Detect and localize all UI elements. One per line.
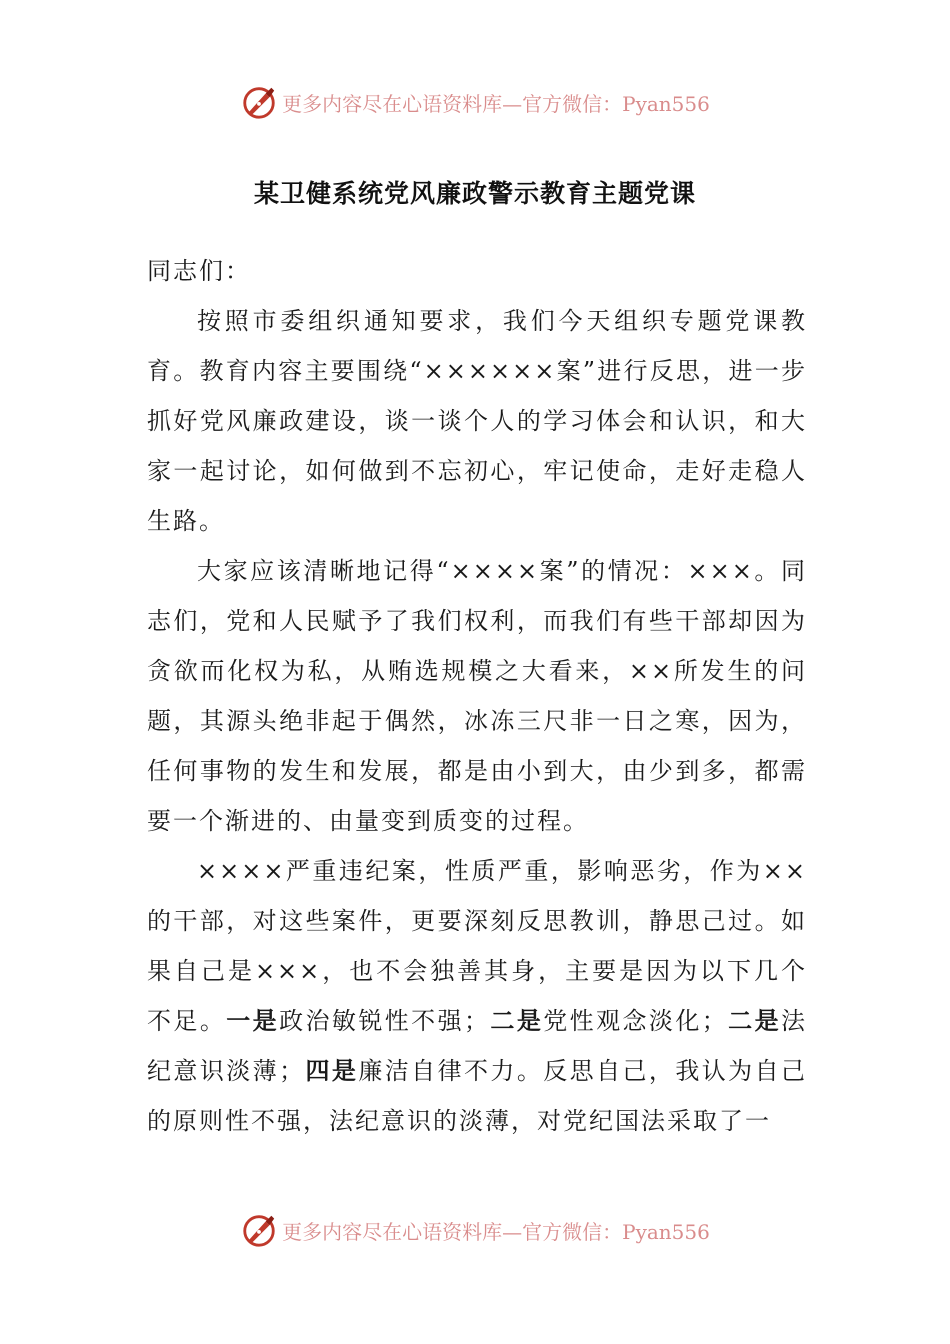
paragraph-3 (147, 846, 807, 1146)
paragraph-3-intro: ××××严重违纪案，性质严重，影响恶劣，作为××的干部，对这些案件，更要深刻反思教训，静思己过。如果自己是×××，也不会独善其身，主要是因为以下几个不足。 (147, 857, 807, 1035)
pen-nib-circle-icon (240, 1211, 278, 1249)
point-3-label: 二是 (727, 1007, 782, 1035)
watermark-text: 更多内容尽在心语资料库—官方微信：Pyan556 (282, 91, 710, 116)
watermark-banner-top (0, 82, 950, 122)
point-4-label: 四是 (305, 1057, 359, 1085)
salutation: 同志们： (147, 257, 251, 285)
point-2-text: 党性观念淡化； (543, 1007, 728, 1035)
watermark-text: 更多内容尽在心语资料库—官方微信：Pyan556 (282, 1219, 710, 1244)
point-3-text: 法纪意识淡薄； (147, 1007, 808, 1085)
document-body (147, 246, 807, 1146)
document-title: 某卫健系统党风廉政警示教育主题党课 (253, 179, 696, 208)
point-2-label: 二是 (490, 1007, 544, 1035)
pen-nib-circle-icon (240, 83, 278, 121)
paragraph-2: 大家应该清晰地记得“××××案”的情况：×××。同志们，党和人民赋予了我们权利，而我们有些干部却因为贪欲而化权为私，从贿选规模之大看来，××所发生的问题，其源头绝非起于偶然，冰冻三尺非一日之寒，因为，任何事物的发生和发展，都是由小到大，由少到多，都需要一个渐进的、由量变到质变的过程。 (147, 557, 807, 835)
point-1-label: 一是 (226, 1007, 280, 1035)
point-1-text: 政治敏锐性不强； (279, 1007, 491, 1035)
watermark-banner-bottom (0, 1210, 950, 1250)
point-4-text: 廉洁自律不力。反思自己，我认为自己的原则性不强，法纪意识的淡薄，对党纪国法采取了一 (147, 1057, 808, 1135)
paragraph-1: 按照市委组织通知要求，我们今天组织专题党课教育。教育内容主要围绕“××××××案”进行反思，进一步抓好党风廉政建设，谈一谈个人的学习体会和认识，和大家一起讨论，如何做到不忘初心，牢记使命，走好走稳人生路。 (147, 307, 807, 535)
